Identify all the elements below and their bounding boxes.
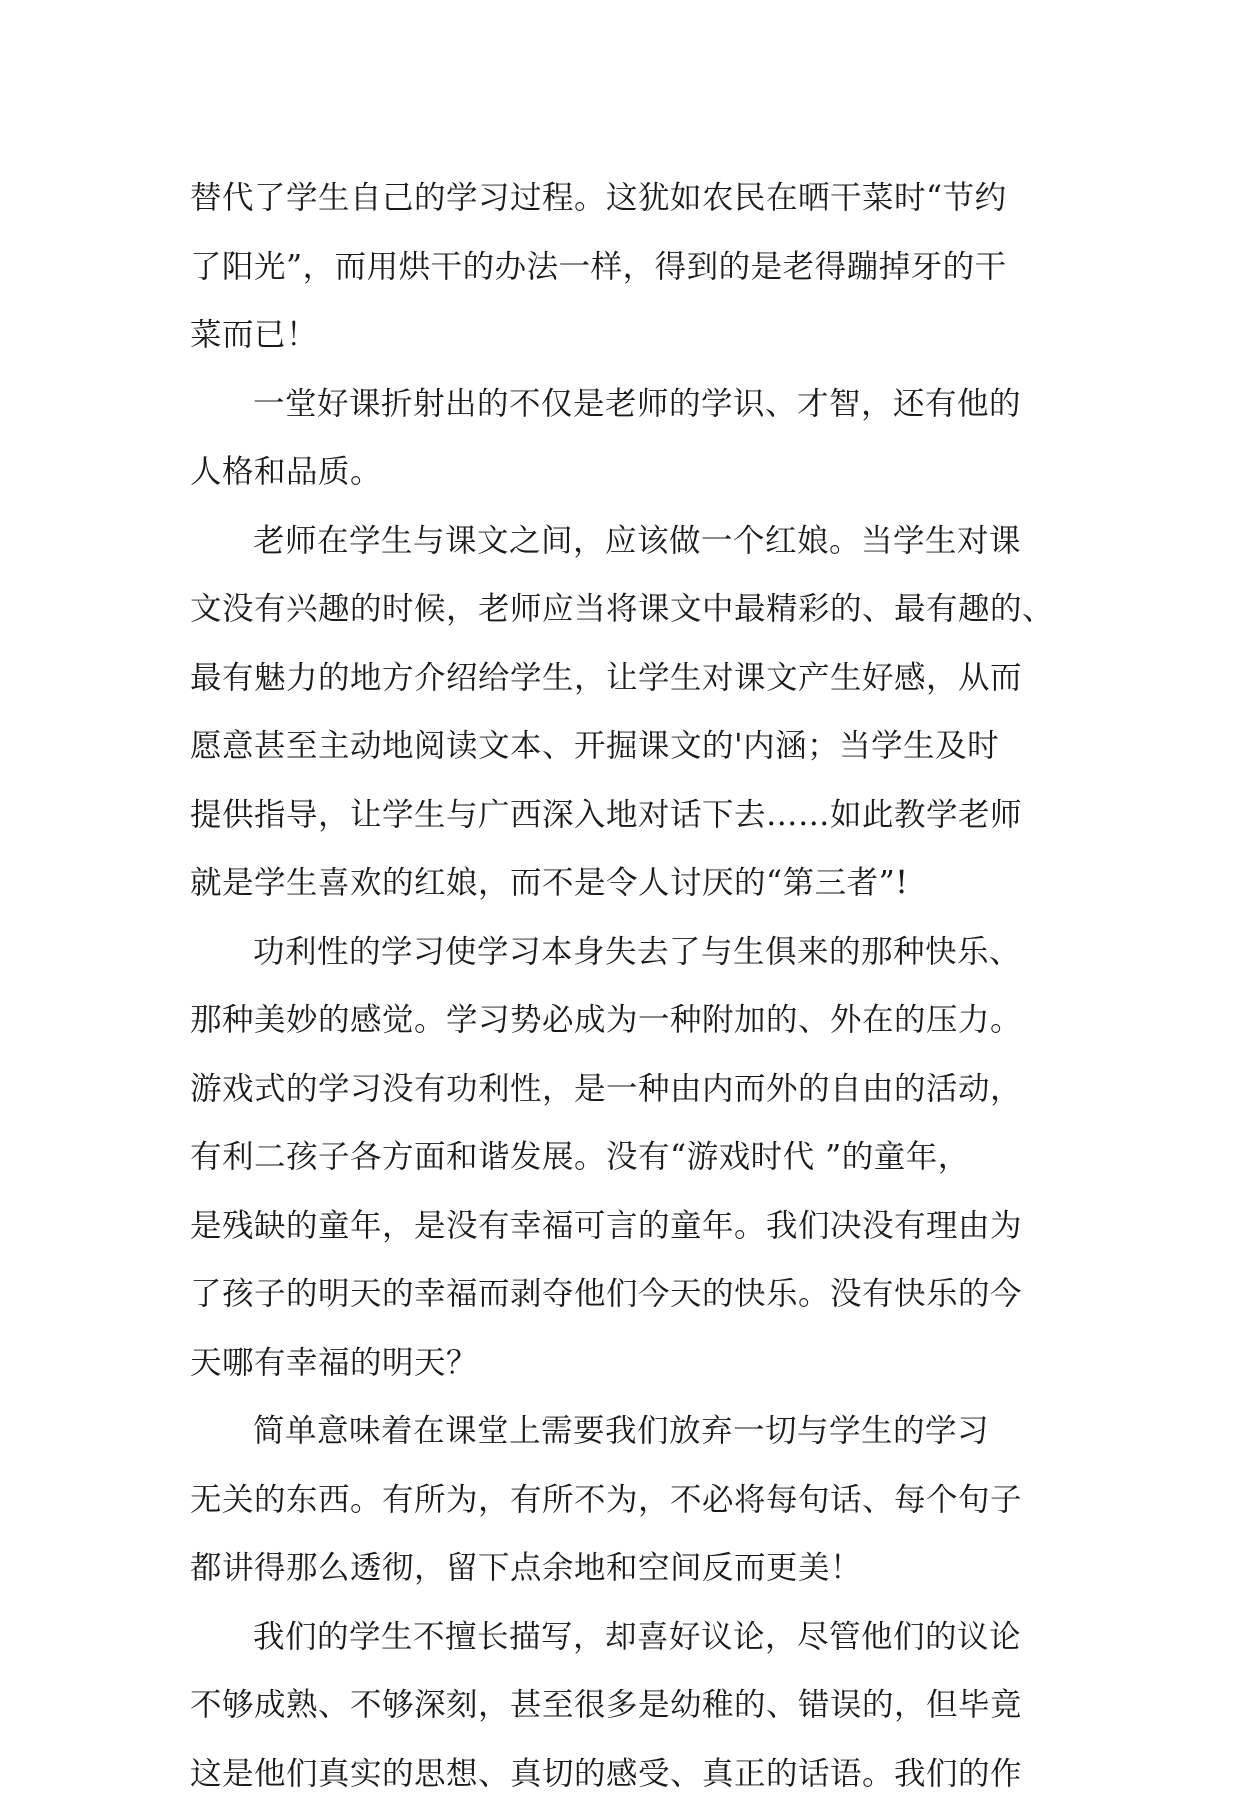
text-line: 是残缺的童年，是没有幸福可言的童年。我们决没有理由为 — [190, 1192, 1060, 1261]
text-line: 天哪有幸福的明天？ — [190, 1329, 1060, 1398]
text-line: 菜而已！ — [190, 301, 1060, 370]
text-line: 最有魅力的地方介绍给学生，让学生对课文产生好感，从而 — [190, 644, 1060, 713]
text-line: 愿意甚至主动地阅读文本、开掘课文的'内涵；当学生及时 — [190, 712, 1060, 781]
paragraph-first-line: 老师在学生与课文之间，应该做一个红娘。当学生对课 — [190, 507, 1060, 576]
text-line: 无关的东西。有所为，有所不为，不必将每句话、每个句子 — [190, 1466, 1060, 1535]
text-line: 就是学生喜欢的红娘，而不是令人讨厌的“第三者”! — [190, 849, 1060, 918]
paragraph-first-line: 一堂好课折射出的不仅是老师的学识、才智，还有他的 — [190, 370, 1060, 439]
paragraph-first-line: 功利性的学习使学习本身失去了与生俱来的那种快乐、 — [190, 918, 1060, 987]
text-line: 了阳光”，而用烘干的办法一样，得到的是老得蹦掉牙的干 — [190, 233, 1060, 302]
text-line: 游戏式的学习没有功利性，是一种由内而外的自由的活动， — [190, 1055, 1060, 1124]
paragraph-first-line: 简单意味着在课堂上需要我们放弃一切与学生的学习 — [190, 1397, 1060, 1466]
text-line: 替代了学生自己的学习过程。这犹如农民在晒干菜时“节约 — [190, 164, 1060, 233]
text-line: 那种美妙的感觉。学习势必成为一种附加的、外在的压力。 — [190, 986, 1060, 1055]
text-line: 了孩子的明天的幸福而剥夺他们今天的快乐。没有快乐的今 — [190, 1260, 1060, 1329]
text-line: 都讲得那么透彻，留下点余地和空间反而更美！ — [190, 1534, 1060, 1603]
text-line: 这是他们真实的思想、真切的感受、真正的话语。我们的作 — [190, 1740, 1060, 1808]
text-line: 不够成熟、不够深刻，甚至很多是幼稚的、错误的，但毕竟 — [190, 1671, 1060, 1740]
document-body — [190, 164, 1060, 1808]
text-line: 有利二孩子各方面和谐发展。没有“游戏时代 ”的童年， — [190, 1123, 1060, 1192]
text-line: 人格和品质。 — [190, 438, 1060, 507]
paragraph-first-line: 我们的学生不擅长描写，却喜好议论，尽管他们的议论 — [190, 1603, 1060, 1672]
text-line: 文没有兴趣的时候，老师应当将课文中最精彩的、最有趣的、 — [190, 575, 1060, 644]
text-line: 提供指导，让学生与广西深入地对话下去……如此教学老师 — [190, 781, 1060, 850]
